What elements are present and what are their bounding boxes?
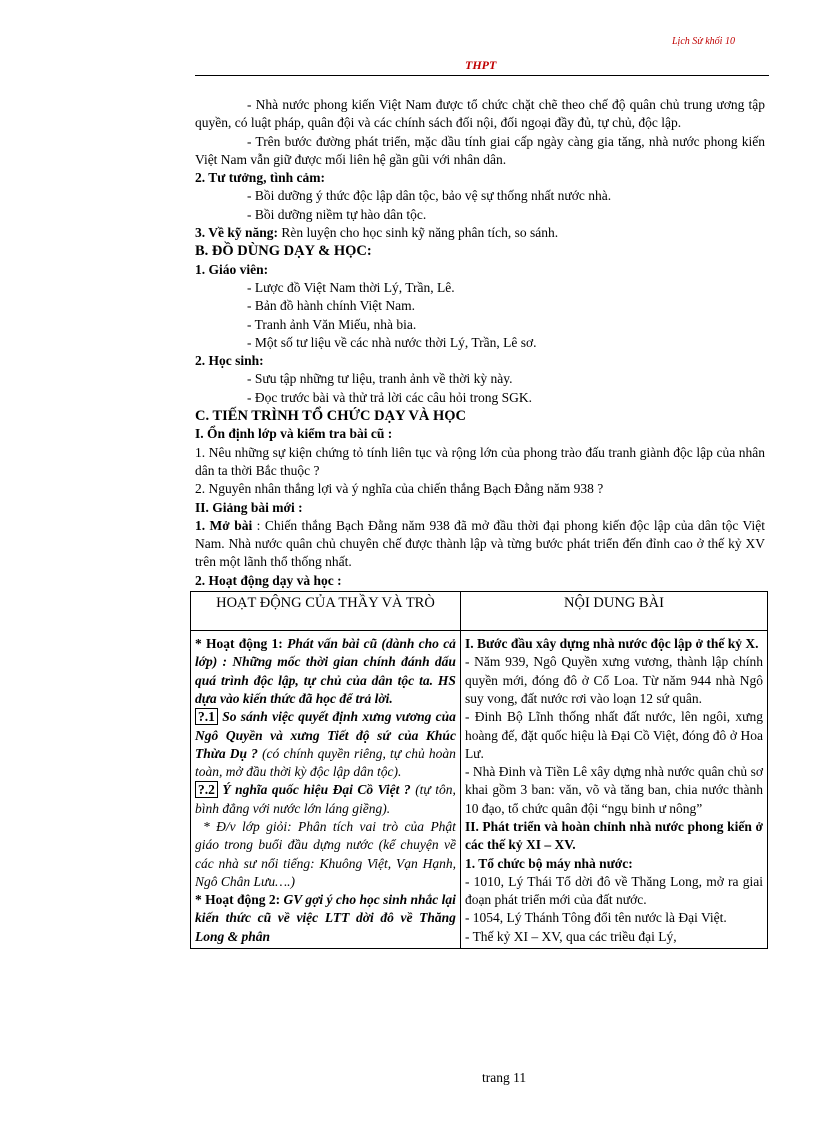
question-tag: ?.2	[195, 781, 218, 798]
activity-1	[195, 635, 456, 708]
intro-paragraph	[195, 517, 765, 572]
activity-label: * Hoạt động 2:	[195, 892, 284, 908]
question: 2. Nguyên nhân thắng lợi và ý nghĩa của chiến thắng Bạch Đằng năm 938 ?	[195, 481, 604, 497]
activity-text: GV gợi ý cho học sinh nhắc lại kiến thức cũ về việc LTT dời đô về Thăng Long & phân	[195, 892, 456, 944]
activity-label: * Hoạt động 1:	[195, 636, 288, 652]
content-item: - 1010, Lý Thái Tổ dời đô về Thăng Long, mở ra giai đoạn phát triển mới của đất nước.	[464, 873, 763, 908]
list-item: - Bản đồ hành chính Việt Nam.	[247, 298, 416, 314]
content-section-heading: II. Phát triển và hoàn chỉnh nhà nước phong kiến ở các thế kỷ XI – XV.	[464, 818, 763, 853]
content-subheading: 1. Tổ chức bộ máy nhà nước:	[464, 855, 633, 871]
intro-label: 1. Mở bài	[195, 517, 253, 533]
list-item: - Sưu tập những tư liệu, tranh ảnh về thời kỳ này.	[247, 371, 513, 387]
question-answer: (có chính quyền riêng, tự chủ hoàn toàn, mở đầu thời kỳ độc lập dân tộc).	[195, 745, 456, 780]
advanced-class-note: * Đ/v lớp giỏi: Phân tích vai trò của Phật giáo trong buổi đầu dựng nước (kể chuyện về các nhà sư nổi tiếng: Khuông Việt, Vạn Hạnh, Ngô Chân Lưu….)	[195, 818, 456, 889]
list-item: - Bồi dưỡng niềm tự hào dân tộc.	[247, 206, 427, 222]
section-heading: 1. Giáo viên:	[195, 261, 269, 277]
paragraph: - Nhà nước phong kiến Việt Nam được tổ chức chặt chẽ theo chế độ quân chủ trung ương tập quyền, có luật pháp, quân đội và các chính sách đối nội, đối ngoại đầy đủ, tự chủ, độc lập.	[195, 97, 765, 131]
header-subject-note: Lịch Sử khối 10	[672, 36, 735, 47]
section-heading: 2. Học sinh:	[195, 353, 264, 369]
list-item: - Tranh ảnh Văn Miếu, nhà bia.	[247, 316, 417, 332]
list-item: - Đọc trước bài và thử trả lời các câu hỏi trong SGK.	[247, 389, 532, 405]
section-heading: 2. Hoạt động dạy và học :	[195, 572, 342, 588]
section-heading: 3. Về kỹ năng:	[195, 225, 279, 241]
question-tag: ?.1	[195, 708, 218, 725]
content-section-heading: I. Bước đầu xây dựng nhà nước độc lập ở thế kỷ X.	[464, 636, 759, 652]
content-cell	[460, 631, 767, 949]
question-text: Ý nghĩa quốc hiệu Đại Cồ Việt ?	[217, 782, 416, 798]
lesson-table	[190, 591, 768, 949]
header-school-note: THPT	[465, 58, 497, 72]
table-header-row	[191, 592, 768, 631]
question-2	[195, 781, 456, 818]
section-heading: C. TIẾN TRÌNH TỔ CHỨC DẠY VÀ HỌC	[195, 408, 466, 425]
page-content	[195, 96, 765, 949]
activity-text: Phát vấn bài cũ (dành cho cả lớp) : Những mốc thời gian chính đánh dấu quá trình độc lập, tự chủ của dân tộc ta. HS dựa vào kiến thức đã học để trả lời.	[195, 636, 456, 706]
page-number: trang 11	[482, 1070, 527, 1085]
question: 1. Nêu những sự kiện chứng tỏ tính liên tục và rộng lớn của phong trào đấu tranh giành độc lập của nhân dân ta thời Bắc thuộc ?	[195, 444, 765, 478]
content-item: - Thế kỷ XI – XV, qua các triều đại Lý,	[464, 928, 677, 944]
question-1	[195, 708, 456, 781]
content-item: - Nhà Đinh và Tiền Lê xây dựng nhà nước quân chủ sơ khai gồm 3 ban: văn, võ và tăng ban, chia nước thành 10 đạo, tổ chức quân đội “ngụ binh ư nông”	[464, 764, 763, 816]
activities-cell	[191, 631, 461, 949]
list-item: - Bồi dưỡng ý thức độc lập dân tộc, bảo vệ sự thống nhất nước nhà.	[247, 188, 612, 204]
activity-2	[195, 891, 456, 946]
skills-line	[195, 224, 765, 242]
column-header-content: NỘI DUNG BÀI	[460, 592, 767, 631]
content-item: - Năm 939, Ngô Quyền xưng vương, thành lập chính quyền mới, đóng đô ở Cổ Loa. Từ năm 944 nhà Ngô suy vong, đất nước rơi vào loạn 12 sứ quân.	[464, 654, 763, 706]
content-item: - 1054, Lý Thánh Tông đổi tên nước là Đại Việt.	[464, 910, 727, 926]
list-item: - Lược đồ Việt Nam thời Lý, Trần, Lê.	[247, 279, 455, 295]
paragraph: - Trên bước đường phát triển, mặc dầu tính giai cấp ngày càng gia tăng, nhà nước phong kiến Việt Nam vẫn giữ được mối liên hệ gần gũi với nhân dân.	[195, 133, 765, 167]
section-heading: 2. Tư tưởng, tình cảm:	[195, 170, 325, 186]
skills-text: Rèn luyện cho học sinh kỹ năng phân tích, so sánh.	[278, 225, 559, 241]
table-row	[191, 631, 768, 949]
question-answer: (tự tôn, bình đẳng với nước lớn láng giềng).	[195, 782, 456, 816]
question-text: So sánh việc quyết định xưng vương của Ngô Quyền và xưng Tiết độ sứ của Khúc Thừa Dụ ?	[195, 709, 456, 761]
content-item: - Đinh Bộ Lĩnh thống nhất đất nước, lên ngôi, xưng hoàng đế, đặt quốc hiệu là Đại Cồ Việt, đóng đô ở Hoa Lư.	[464, 709, 763, 761]
section-heading: I. Ổn định lớp và kiểm tra bài cũ :	[195, 426, 393, 442]
intro-text: : Chiến thắng Bạch Đằng năm 938 đã mở đầu thời đại phong kiến độc lập của dân tộc Việt Nam. Nhà nước quân chủ chuyên chế được thành lập và từng bước phát triển đến đỉnh cao ở thế kỷ XV trên một lãnh thổ thống nhất.	[195, 517, 765, 570]
section-heading: II. Giảng bài mới :	[195, 499, 303, 515]
column-header-activities: HOẠT ĐỘNG CỦA THẦY VÀ TRÒ	[191, 592, 461, 631]
list-item: - Một số tư liệu về các nhà nước thời Lý, Trần, Lê sơ.	[247, 334, 537, 350]
section-heading: B. ĐỒ DÙNG DẠY & HỌC:	[195, 243, 372, 260]
header-divider	[195, 75, 769, 76]
